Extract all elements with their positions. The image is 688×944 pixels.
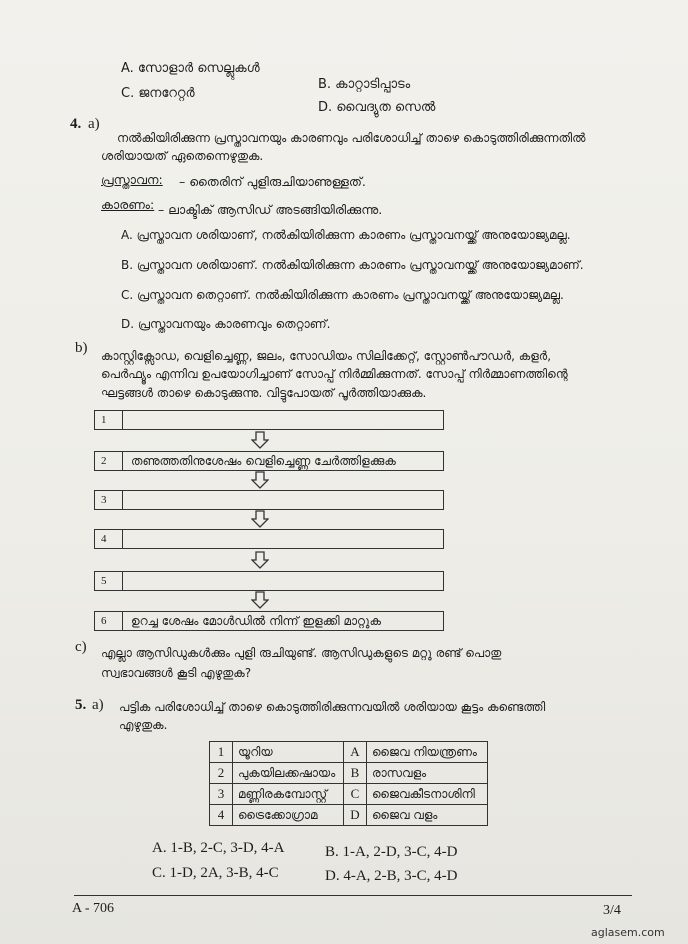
down-arrow-icon [251, 591, 269, 609]
statement-text: – തൈരിന് പുളിരുചിയാണുള്ളത്. [179, 174, 366, 189]
row-number: 1 [210, 742, 233, 763]
q4a-option-d: D. പ്രസ്താവനയും കാരണവും തെറ്റാണ്. [121, 317, 331, 331]
q4a-text-line1: നൽകിയിരിക്കുന്ന പ്രസ്താവനയും കാരണവും പരിശോധിച്ച് താഴെ കൊടുത്തിരിക്കുന്നതിൽ [117, 131, 586, 145]
q4b-text-line1: കാസ്റ്റിക്സോഡ, വെളിച്ചെണ്ണ, ജലം, സോഡിയം സിലിക്കേറ്റ്, സ്റ്റോൺപൗഡർ, കളർ, [101, 349, 552, 363]
down-arrow-icon [251, 471, 269, 489]
step-text: ഉറച്ച ശേഷം മോൾഡിൽ നിന്ന് ഇളക്കി മാറ്റുക [131, 614, 381, 628]
table-row [210, 742, 488, 763]
statement-label: പ്രസ്താവന: [101, 172, 163, 187]
down-arrow-icon [251, 551, 269, 569]
right-item: ജൈവ നിയന്ത്രണം [367, 742, 488, 763]
reason-label: കാരണം: [101, 197, 155, 212]
q4c-text-line1: എല്ലാ ആസിഡുകൾക്കും പുളി രുചിയുണ്ട്. ആസിഡുകളുടെ മറ്റു രണ്ട് പൊതു [101, 646, 502, 660]
q4a-option-c: C. പ്രസ്താവന തെറ്റാണ്. നൽകിയിരിക്കുന്ന കാരണം പ്രസ്താവനയ്ക്ക് അനുയോജ്യമല്ല. [121, 288, 564, 302]
row-letter: C [344, 784, 367, 805]
paper-code: A - 706 [72, 901, 114, 916]
row-number: 3 [210, 784, 233, 805]
q5a-label: a) [92, 697, 104, 713]
table-row [210, 763, 488, 784]
step-number: 3 [95, 491, 123, 509]
left-item: പുകയിലക്കഷായം [233, 763, 344, 784]
q5a-text-line2: എഴുതുക. [119, 718, 168, 732]
right-item: ജൈവ വളം [367, 805, 488, 826]
q4c-label: c) [75, 639, 87, 655]
q5a-text-line1: പട്ടിക പരിശോധിച്ച് താഴെ കൊടുത്തിരിക്കുന്നവയിൽ ശരിയായ കൂട്ടം കണ്ടെത്തി [119, 700, 546, 714]
step-box-2 [94, 451, 444, 471]
down-arrow-icon [251, 510, 269, 528]
q4a-option-b: B. പ്രസ്താവന ശരിയാണ്. നൽകിയിരിക്കുന്ന കാരണം പ്രസ്താവനയ്ക്ക് അനുയോജ്യമാണ്. [121, 258, 584, 272]
q3-option-c: C. ജനറേറ്റർ [121, 86, 195, 101]
left-item: മണ്ണിരകമ്പോസ്റ്റ് [233, 784, 344, 805]
q5a-answer-d: D. 4-A, 2-B, 3-C, 4-D [325, 868, 458, 884]
q4b-label: b) [75, 340, 88, 356]
left-item: ട്രൈക്കോഗ്രാമ [233, 805, 344, 826]
step-box-3[interactable] [94, 490, 444, 510]
step-text: തണുത്തതിനുശേഷം വെളിച്ചെണ്ണ ചേർത്തിളക്കുക [131, 454, 396, 468]
step-number: 1 [95, 411, 123, 429]
q4a-text-line2: ശരിയായത് ഏതെന്നെഴുതുക. [101, 149, 264, 163]
table-row [210, 805, 488, 826]
step-box-6 [94, 611, 444, 631]
row-number: 4 [210, 805, 233, 826]
q3-option-d: D. വൈദ്യുത സെൽ [318, 100, 436, 115]
page-number: 3/4 [603, 903, 621, 918]
q4-number: 4. [70, 116, 82, 132]
q4c-text-line2: സ്വഭാവങ്ങൾ കൂടി എഴുതുക? [101, 666, 252, 680]
q3-option-b: B. കാറ്റാടിപ്പാടം [318, 77, 411, 92]
down-arrow-icon [251, 431, 269, 449]
q5-number: 5. [75, 697, 87, 713]
q5a-answer-a: A. 1-B, 2-C, 3-D, 4-A [152, 840, 285, 856]
q5a-answer-b: B. 1-A, 2-D, 3-C, 4-D [325, 844, 458, 860]
footer-rule [74, 895, 632, 896]
right-item: രാസവളം [367, 763, 488, 784]
q3-option-a: A. സോളാർ സെല്ലുകൾ [121, 61, 260, 76]
step-box-4[interactable] [94, 529, 444, 549]
row-letter: A [344, 742, 367, 763]
q5a-answer-c: C. 1-D, 2A, 3-B, 4-C [152, 865, 279, 881]
reason-text: – ലാക്ടിക് ആസിഡ് അടങ്ങിയിരിക്കുന്നു. [158, 202, 383, 217]
step-box-5[interactable] [94, 571, 444, 591]
q4b-text-line3: ഘട്ടങ്ങൾ താഴെ കൊടുക്കുന്നു. വിട്ടുപോയത് പൂർത്തിയാക്കുക. [101, 386, 427, 400]
match-table [209, 741, 488, 826]
right-item: ജൈവകീടനാശിനി [367, 784, 488, 805]
q4b-text-line2: പെർഫ്യൂം എന്നിവ ഉപയോഗിച്ചാണ് സോപ്പ് നിർമ്മിക്കുന്നത്. സോപ്പ് നിർമ്മാണത്തിന്റെ [101, 367, 568, 381]
watermark-site: aglasem.com [591, 926, 665, 939]
q4a-option-a: A. പ്രസ്താവന ശരിയാണ്, നൽകിയിരിക്കുന്ന കാരണം പ്രസ്താവനയ്ക്ക് അനുയോജ്യമല്ല. [121, 228, 571, 242]
row-letter: D [344, 805, 367, 826]
step-number: 2 [95, 452, 123, 470]
table-row [210, 784, 488, 805]
row-number: 2 [210, 763, 233, 784]
step-number: 4 [95, 530, 123, 548]
q4a-label: a) [88, 116, 100, 132]
step-box-1[interactable] [94, 410, 444, 430]
step-number: 6 [95, 612, 123, 630]
left-item: യൂറിയ [233, 742, 344, 763]
step-number: 5 [95, 572, 123, 590]
row-letter: B [344, 763, 367, 784]
